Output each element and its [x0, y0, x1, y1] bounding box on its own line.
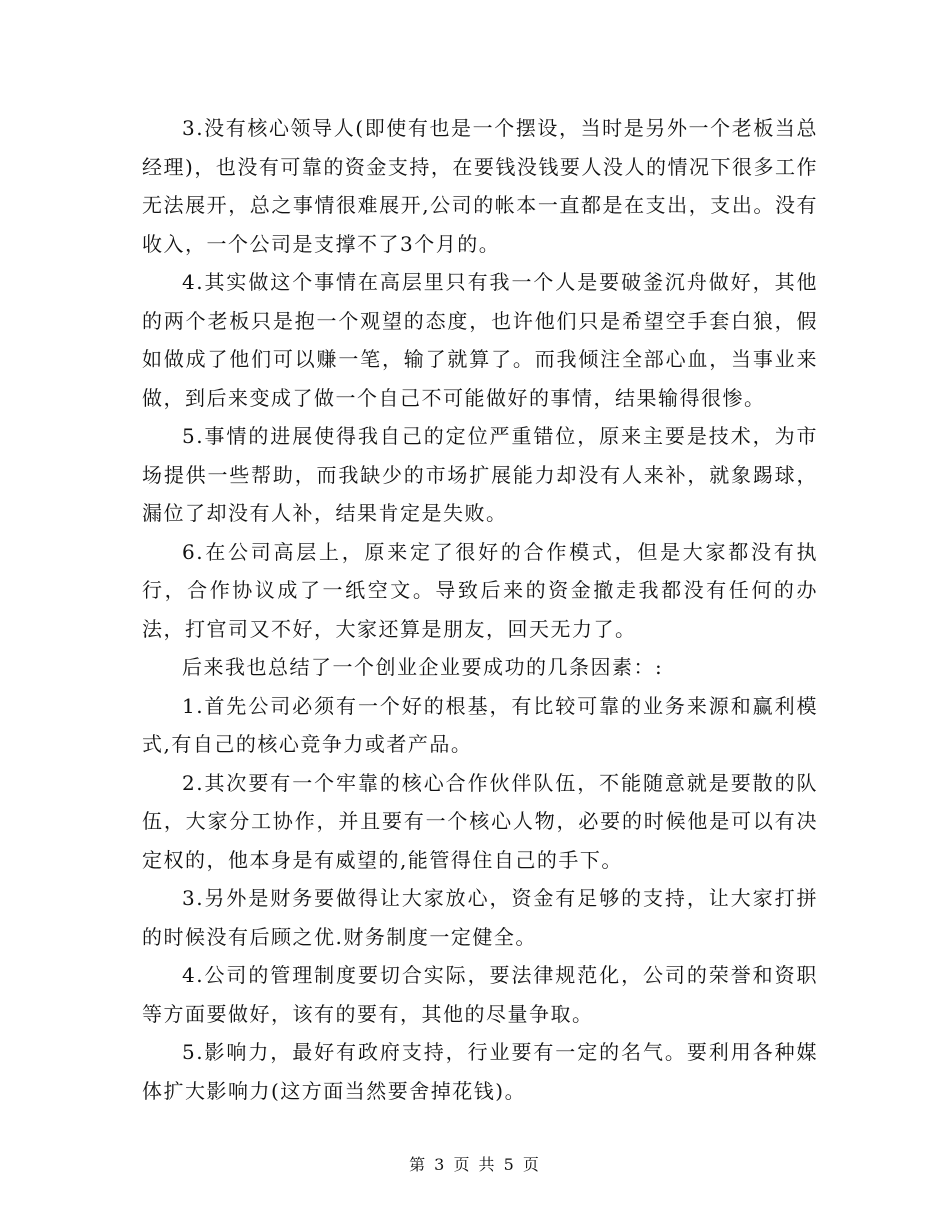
paragraph-5: 后来我也总结了一个创业企业要成功的几条因素：: [182, 655, 664, 679]
paragraph-2: 4.其实做这个事情在高层里只有我一个人是要破釜沉舟做好，其他的两个老板只是抱一个观望的态度，也许他们只是希望空手套白狼，假如做成了他们可以赚一笔，输了就算了。而我倾注全部心血，当事业来做，到后来变成了做一个自己不可能做好的事情，结果输得很惨。 [142, 270, 818, 410]
page-number-label: 第 3 页 共 5 页 [409, 1155, 541, 1174]
paragraph-7: 2.其次要有一个牢靠的核心合作伙伴队伍，不能随意就是要散的队伍，大家分工协作，并且要有一个核心人物，必要的时候他是可以有决定权的，他本身是有威望的,能管得住自己的手下。 [142, 770, 818, 872]
paragraph-8: 3.另外是财务要做得让大家放心，资金有足够的支持，让大家打拼的时候没有后顾之优.财务制度一定健全。 [142, 886, 818, 949]
page-footer [0, 1152, 950, 1175]
paragraph-1: 3.没有核心领导人(即使有也是一个摆设，当时是另外一个老板当总经理)，也没有可靠的资金支持，在要钱没钱要人没人的情况下很多工作无法展开，总之事情很难展开,公司的帐本一直都是在支出，支出。没有收入，一个公司是支撑不了3个月的。 [142, 116, 818, 256]
paragraph-3: 5.事情的进展使得我自己的定位严重错位，原来主要是技术，为市场提供一些帮助，而我缺少的市场扩展能力却没有人来补，就象踢球，漏位了却没有人补，结果肯定是失败。 [142, 424, 818, 525]
paragraph-4: 6.在公司高层上，原来定了很好的合作模式，但是大家都没有执行，合作协议成了一纸空文。导致后来的资金撤走我都没有任何的办法，打官司又不好，大家还算是朋友，回天无力了。 [142, 539, 818, 641]
document-body [142, 109, 818, 1110]
paragraph-10: 5.影响力，最好有政府支持，行业要有一定的名气。要利用各种媒体扩大影响力(这方面当然要舍掉花钱)。 [142, 1040, 818, 1103]
paragraph-9: 4.公司的管理制度要切合实际，要法律规范化，公司的荣誉和资职等方面要做好，该有的要有，其他的尽量争取。 [142, 963, 818, 1026]
paragraph-6: 1.首先公司必须有一个好的根基，有比较可靠的业务来源和赢利模式,有自己的核心竞争力或者产品。 [142, 693, 818, 756]
